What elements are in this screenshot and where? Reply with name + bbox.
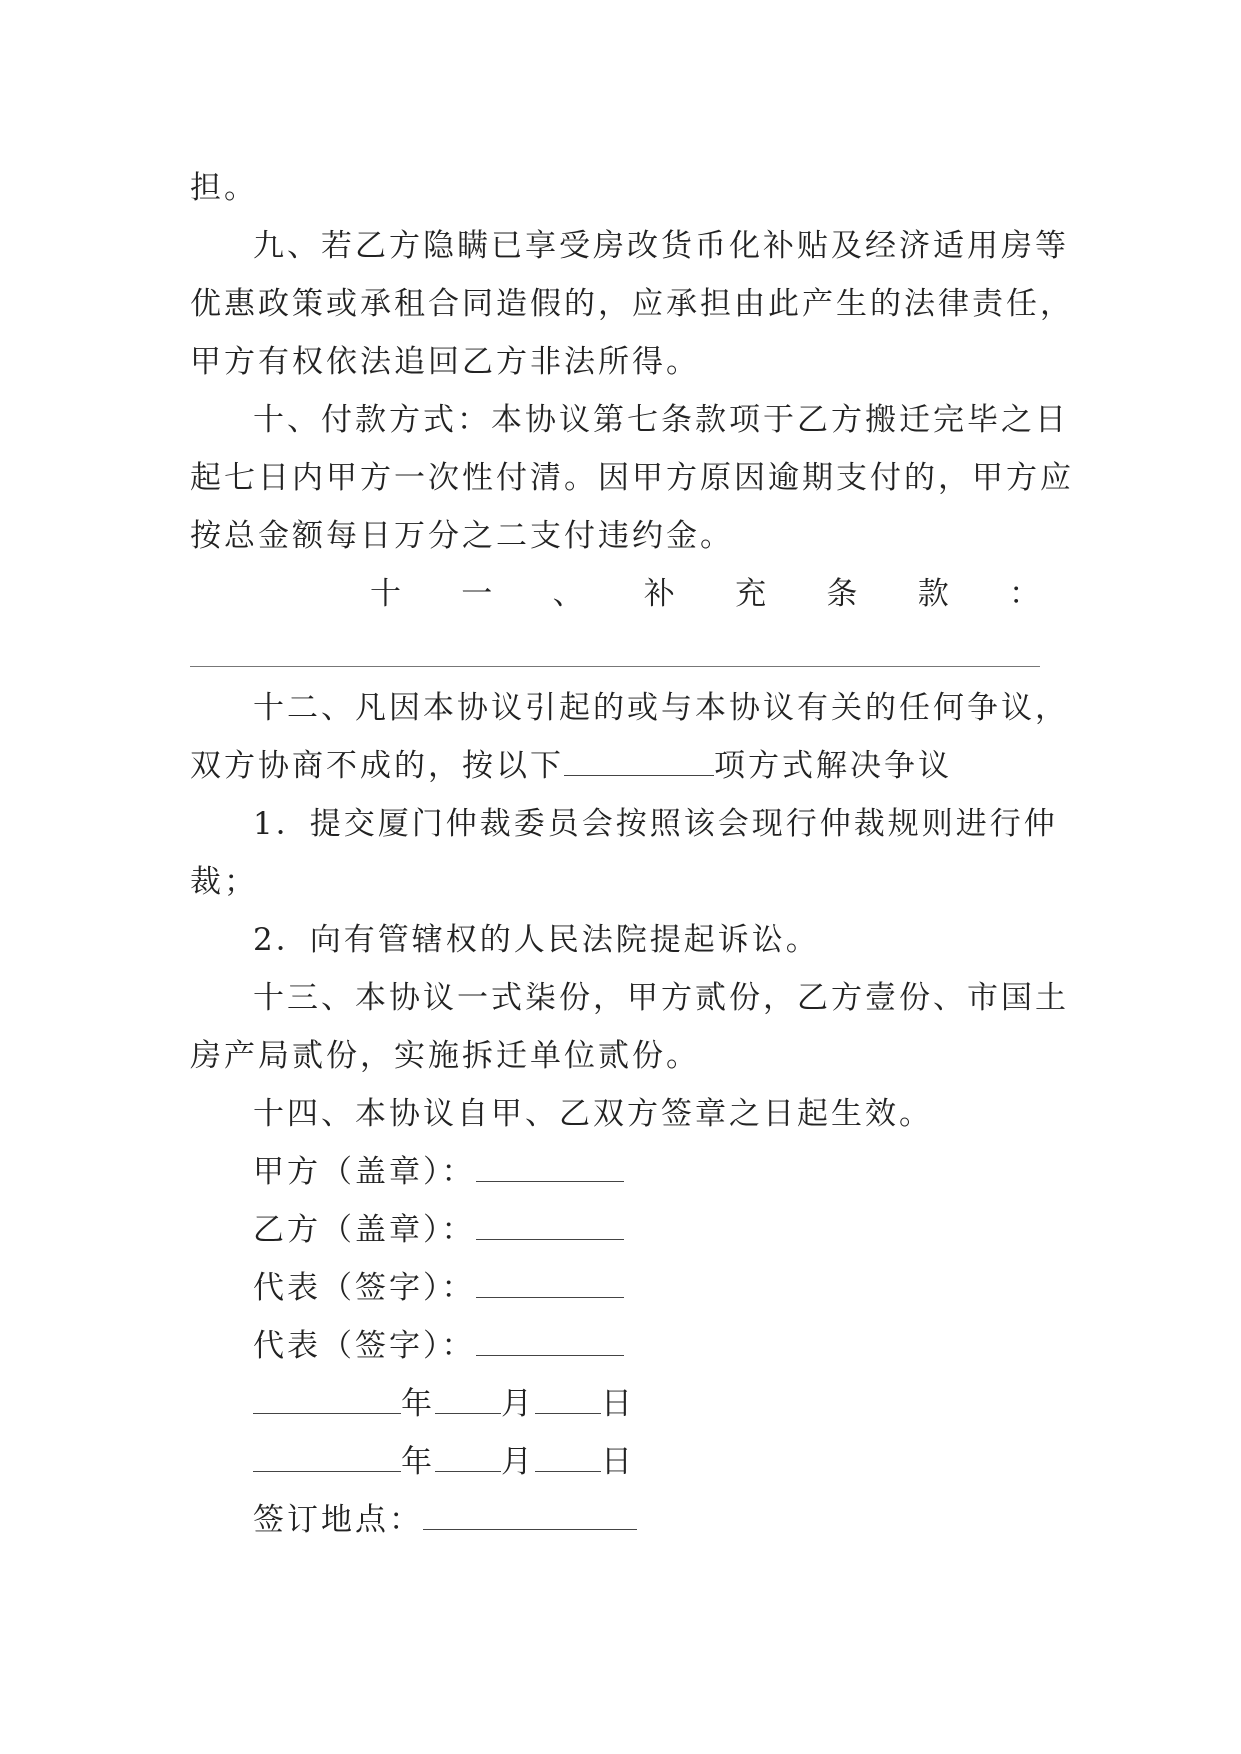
rep-1-label: 代表（签字）： bbox=[253, 1270, 476, 1306]
clause-13-line-1: 十三、本协议一式柒份，甲方贰份，乙方壹份、市国土 bbox=[253, 980, 1069, 1016]
clause-12-prefix: 双方协商不成的，按以下 bbox=[190, 748, 564, 784]
date-line-2 bbox=[253, 1442, 635, 1482]
clause-11-char: 十 bbox=[370, 576, 401, 612]
dispute-option-blank bbox=[564, 747, 714, 776]
clause-11-char: ： bbox=[1008, 576, 1040, 612]
clause-11-char: 充 bbox=[735, 576, 767, 612]
clause-10-line-3: 按总金额每日万分之二支付违约金。 bbox=[190, 518, 734, 554]
option-1-line-1: 1．提交厦门仲裁委员会按照该会现行仲裁规则进行仲 bbox=[253, 806, 1058, 842]
party-a-blank bbox=[476, 1153, 624, 1182]
clause-11-heading bbox=[370, 574, 1040, 614]
year-blank bbox=[253, 1443, 401, 1472]
paragraph-end: 担。 bbox=[190, 170, 258, 206]
month-blank bbox=[435, 1443, 501, 1472]
option-2: 2．向有管辖权的人民法院提起诉讼。 bbox=[253, 922, 820, 958]
clause-9-line-2: 优惠政策或承租合同造假的，应承担由此产生的法律责任， bbox=[190, 286, 1074, 322]
signing-place-blank bbox=[423, 1501, 637, 1530]
date-line-1 bbox=[253, 1384, 635, 1424]
month-blank bbox=[435, 1385, 501, 1414]
clause-12-suffix: 项方式解决争议 bbox=[714, 748, 952, 784]
clause-10-line-1: 十、付款方式：本协议第七条款项于乙方搬迁完毕之日 bbox=[253, 402, 1069, 438]
rep-2-blank bbox=[476, 1327, 624, 1356]
clause-11-char: 一 bbox=[461, 576, 493, 612]
year-label: 年 bbox=[401, 1444, 435, 1480]
signature-rep-2 bbox=[253, 1326, 624, 1366]
party-b-label: 乙方（盖章）： bbox=[253, 1212, 476, 1248]
rep-1-blank bbox=[476, 1269, 624, 1298]
year-label: 年 bbox=[401, 1386, 435, 1422]
day-blank bbox=[535, 1443, 601, 1472]
clause-13-line-2: 房产局贰份，实施拆迁单位贰份。 bbox=[190, 1038, 700, 1074]
clause-11-char: 款 bbox=[917, 576, 949, 612]
signature-party-b bbox=[253, 1210, 624, 1250]
signing-place-label: 签订地点： bbox=[253, 1502, 423, 1538]
signature-party-a bbox=[253, 1152, 624, 1192]
clause-11-char: 补 bbox=[643, 576, 675, 612]
day-blank bbox=[535, 1385, 601, 1414]
clause-14: 十四、本协议自甲、乙双方签章之日起生效。 bbox=[253, 1096, 933, 1132]
rep-2-label: 代表（签字）： bbox=[253, 1328, 476, 1364]
month-label: 月 bbox=[501, 1444, 535, 1480]
clause-11-char: 、 bbox=[552, 576, 584, 612]
supplementary-terms-blank-line bbox=[190, 666, 1040, 667]
option-1-line-2: 裁； bbox=[190, 864, 258, 900]
clause-9-line-3: 甲方有权依法追回乙方非法所得。 bbox=[190, 344, 700, 380]
party-b-blank bbox=[476, 1211, 624, 1240]
day-label: 日 bbox=[601, 1444, 635, 1480]
signature-rep-1 bbox=[253, 1268, 624, 1308]
clause-11-char: 条 bbox=[826, 576, 858, 612]
clause-12-line-1: 十二、凡因本协议引起的或与本协议有关的任何争议， bbox=[253, 690, 1069, 726]
day-label: 日 bbox=[601, 1386, 635, 1422]
clause-10-line-2: 起七日内甲方一次性付清。因甲方原因逾期支付的，甲方应 bbox=[190, 460, 1074, 496]
party-a-label: 甲方（盖章）： bbox=[253, 1154, 476, 1190]
signing-place bbox=[253, 1500, 637, 1540]
clause-9-line-1: 九、若乙方隐瞒已享受房改货币化补贴及经济适用房等 bbox=[253, 228, 1069, 264]
year-blank bbox=[253, 1385, 401, 1414]
clause-12-line-2 bbox=[190, 746, 952, 786]
month-label: 月 bbox=[501, 1386, 535, 1422]
